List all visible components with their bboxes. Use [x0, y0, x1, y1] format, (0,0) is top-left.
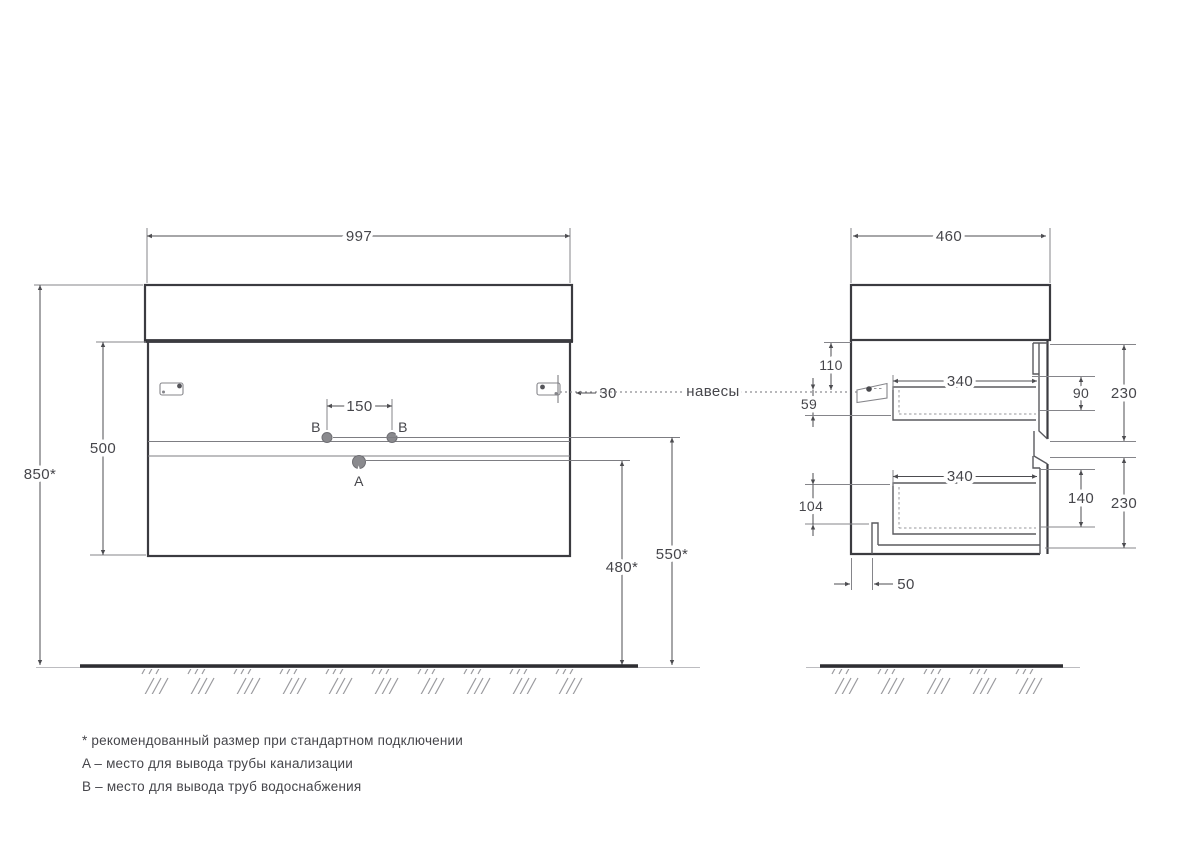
dim-label-230b: 230 [1110, 495, 1138, 512]
dim-label-90: 90 [1072, 385, 1090, 401]
side-drawer-front-top-detail [1033, 343, 1048, 456]
point-b-left-marker [322, 433, 332, 443]
hangers-label: навесы [686, 383, 740, 400]
dim-label-59: 59 [800, 396, 818, 412]
point-a-label: A [354, 473, 364, 489]
point-b-right-label: B [398, 419, 408, 435]
bracket-screw-icon [162, 391, 165, 394]
dim-label-140: 140 [1067, 490, 1095, 507]
side-pipe-notch [872, 523, 878, 554]
dim-label-30: 30 [599, 385, 617, 402]
legend [82, 733, 463, 794]
dim-label-50: 50 [897, 576, 915, 593]
floor-hatching [828, 669, 1044, 694]
dim-label-550: 550* [655, 546, 689, 563]
point-a-marker [353, 456, 366, 469]
dim-label-340a: 340 [946, 373, 974, 390]
side-drawer-front-bottom-detail [1033, 456, 1048, 554]
side-drawer-box-top-inner [899, 390, 1036, 414]
front-view [24, 228, 688, 665]
dim-label-850: 850* [23, 466, 57, 483]
legend-note-recommended: * рекомендованный размер при стандартном подключении [82, 733, 464, 748]
legend-note-b: B – место для вывода труб водоснабжения [82, 779, 362, 794]
dim-label-110: 110 [819, 357, 843, 373]
bracket-screw-icon [177, 384, 182, 389]
bracket-screw-icon [866, 386, 872, 392]
front-hanger-bracket-left [160, 383, 183, 395]
side-hanger-bracket [857, 384, 887, 403]
bracket-screw-icon [540, 385, 545, 390]
bracket-screw-icon [555, 392, 558, 395]
floor-right [806, 666, 1080, 694]
point-b-left-label: B [311, 419, 321, 435]
front-cabinet-body [148, 341, 570, 556]
dim-label-460: 460 [935, 228, 963, 245]
legend-note-a: A – место для вывода трубы канализации [82, 756, 353, 771]
floor-hatching [130, 669, 588, 694]
front-hanger-bracket-right [537, 375, 560, 403]
dim-ext-50 [852, 558, 873, 590]
dim-label-500: 500 [89, 440, 117, 457]
dim-label-480: 480* [605, 559, 639, 576]
side-drawer-box-top [893, 387, 1036, 420]
dim-label-104: 104 [798, 498, 824, 514]
front-drawer-divider [148, 442, 570, 457]
side-carcass [851, 340, 1040, 554]
side-view [799, 228, 1137, 593]
dim-label-230a: 230 [1110, 385, 1138, 402]
side-drawer-box-bottom-inner [899, 487, 1036, 528]
side-drawer-box-bottom [893, 483, 1036, 534]
dim-label-340b: 340 [946, 468, 974, 485]
dim-label-997: 997 [345, 228, 373, 245]
dim-label-150: 150 [346, 398, 373, 415]
side-countertop [851, 285, 1050, 340]
floor-left [36, 666, 700, 694]
front-countertop [145, 285, 572, 341]
